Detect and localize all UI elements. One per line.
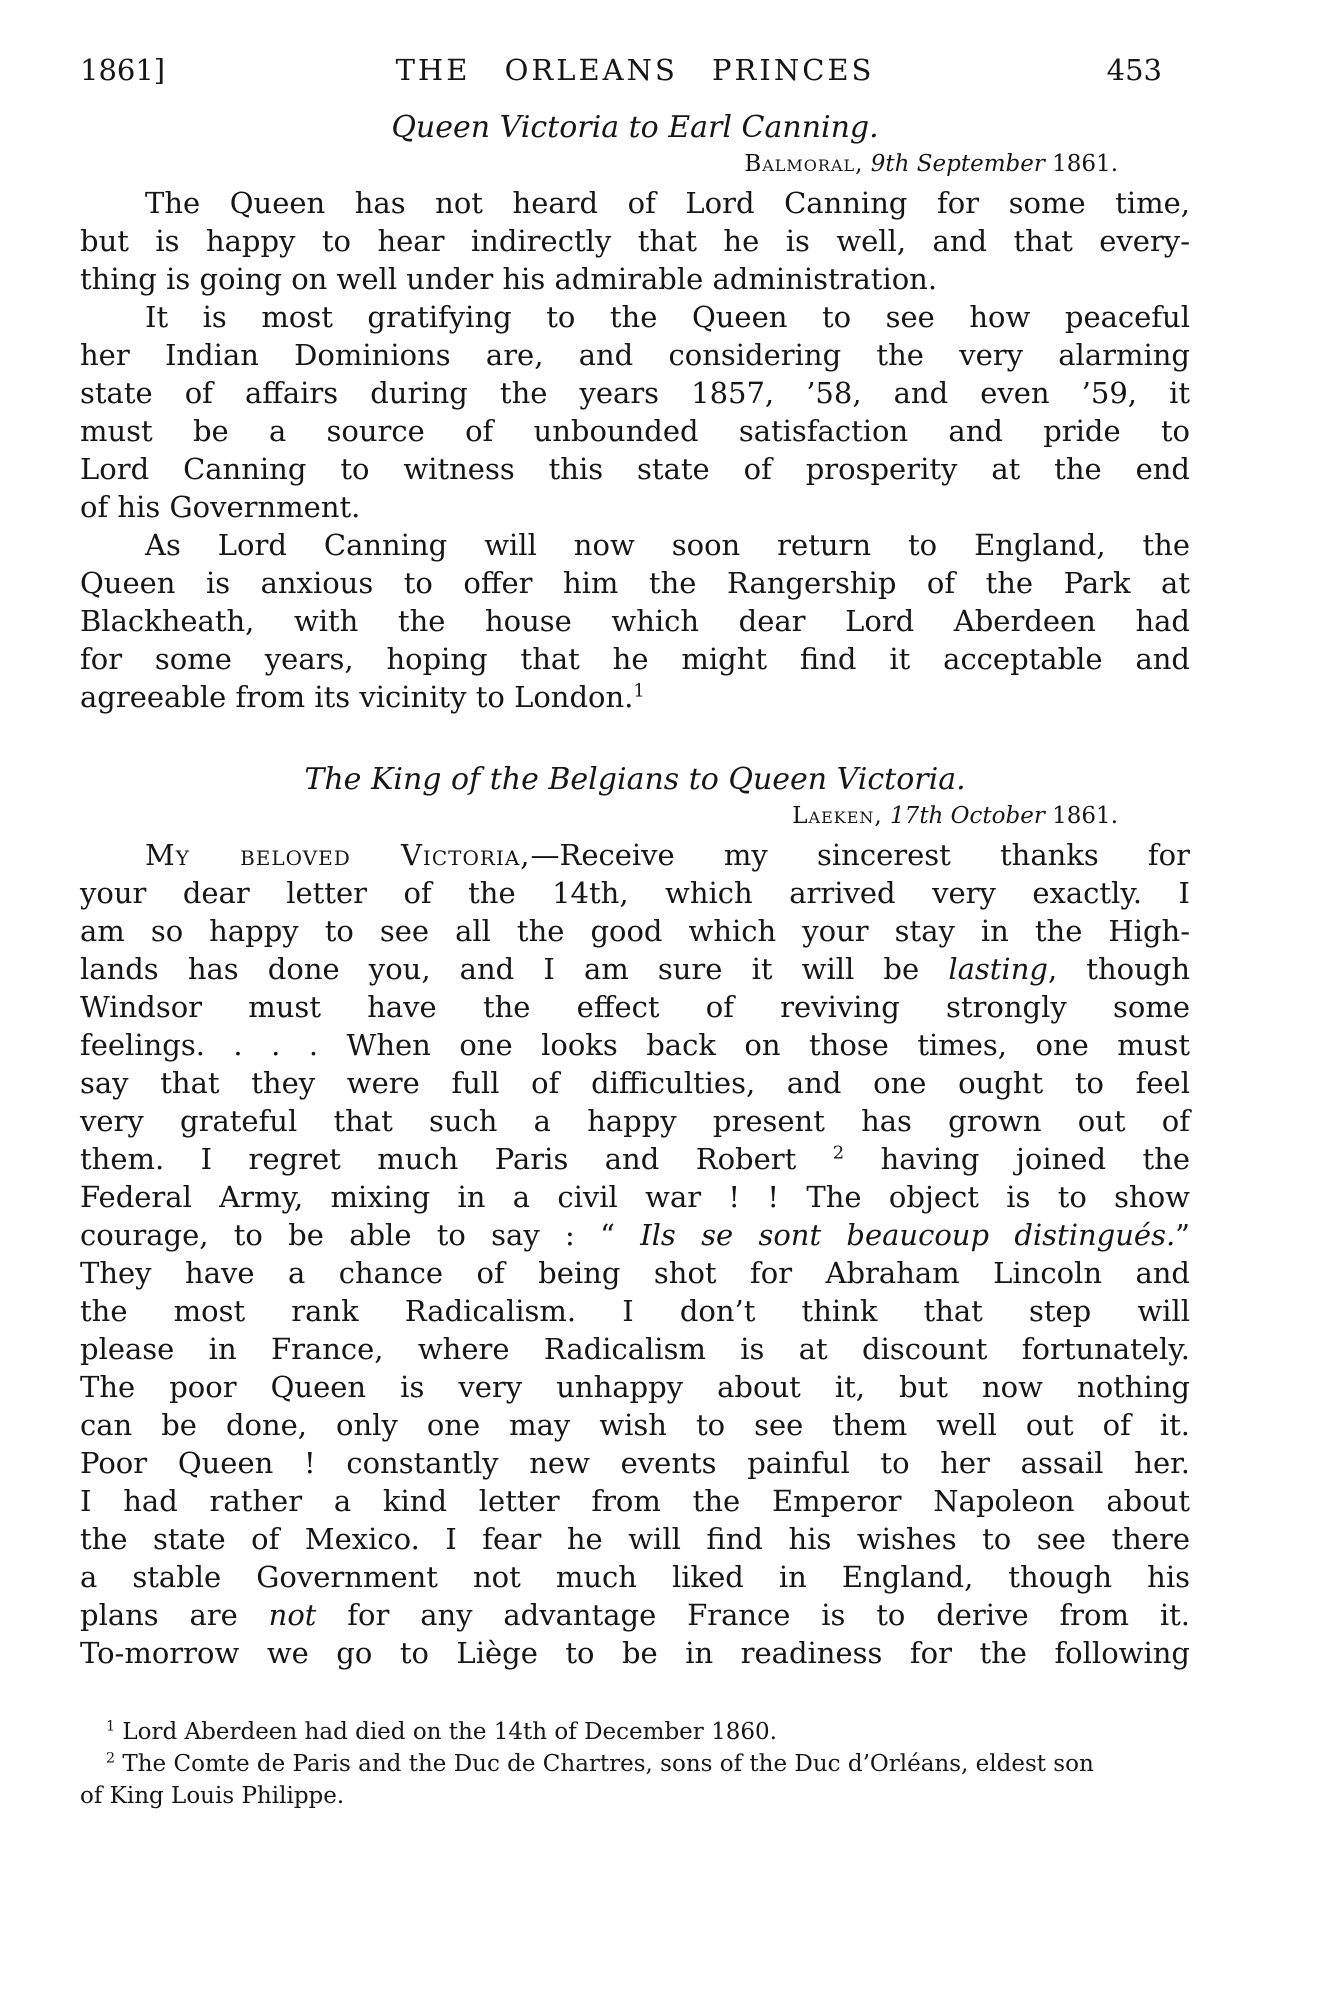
text-line <box>80 950 1190 988</box>
text-segment: plans are <box>80 1598 269 1632</box>
text-segment: of his Government. <box>80 490 361 524</box>
text-line <box>80 1026 1190 1064</box>
text-segment: lasting <box>948 952 1048 986</box>
footnote <box>80 1716 1190 1748</box>
text-segment: the state of Mexico. I fear he will find his wishes to see there <box>80 1522 1190 1556</box>
text-segment: They have a chance of being shot for Abraham Lincoln and <box>80 1256 1190 1290</box>
text-segment: Balmoral, <box>744 151 864 177</box>
header-running-title: THE ORLEANS PRINCES <box>395 53 875 87</box>
text-segment: ” <box>1175 1218 1190 1252</box>
text-line <box>80 526 1190 564</box>
text-segment: The Comte de Paris and the Duc de Chartres, sons of the Duc d’Orléans, eldest son <box>115 1751 1094 1777</box>
text-segment: her Indian Dominions are, and considering the very alarming <box>80 338 1190 372</box>
text-segment: Queen Victoria to Earl Canning. <box>391 110 879 145</box>
superscript-marker: 1 <box>106 1718 116 1735</box>
text-line <box>80 1596 1190 1634</box>
text-segment: having joined the <box>844 1142 1190 1176</box>
text-segment: thing is going on well under his admirable administration. <box>80 262 938 296</box>
text-segment: a stable Government not much liked in England, though his <box>80 1560 1190 1594</box>
letters-container <box>80 110 1190 1672</box>
text-segment: 1861. <box>1044 803 1118 829</box>
text-segment: please in France, where Radicalism is at discount fortunately. <box>80 1332 1190 1366</box>
text-segment: state of affairs during the years 1857, ’58, and even ’59, it <box>80 376 1190 410</box>
header-year-marker: 1861] <box>80 53 166 87</box>
text-segment: 1861. <box>1044 151 1118 177</box>
text-segment: Ils se sont beaucoup distingués. <box>640 1218 1176 1252</box>
text-line <box>80 1064 1190 1102</box>
text-line <box>80 602 1190 640</box>
text-line <box>80 1520 1190 1558</box>
text-segment: say that they were full of difficulties, and one ought to feel <box>80 1066 1190 1100</box>
text-segment <box>883 803 890 829</box>
footnote-line <box>80 1780 1190 1812</box>
text-line <box>80 1292 1190 1330</box>
text-segment: The Queen has not heard of Lord Canning for some time, <box>145 186 1190 220</box>
paragraph <box>80 298 1190 526</box>
text-segment: It is most gratifying to the Queen to see how peaceful <box>145 300 1190 334</box>
text-line <box>80 1444 1190 1482</box>
text-segment: Blackheath, with the house which dear Lord Aberdeen had <box>80 604 1190 638</box>
text-segment: can be done, only one may wish to see them well out of it. <box>80 1408 1190 1442</box>
text-line <box>80 1368 1190 1406</box>
text-segment: Laeken, <box>792 803 883 829</box>
text-line <box>80 1140 1190 1178</box>
text-segment: 17th October <box>890 803 1045 829</box>
text-segment: , though <box>1047 952 1191 986</box>
text-line <box>80 336 1190 374</box>
page-body <box>80 110 1190 1812</box>
text-line <box>80 222 1190 260</box>
text-line <box>80 1254 1190 1292</box>
text-line <box>80 184 1190 222</box>
text-segment: must be a source of unbounded satisfaction and pride to <box>80 414 1190 448</box>
running-header <box>80 52 1190 88</box>
text-segment: The King of the Belgians to Queen Victoria. <box>304 762 966 797</box>
superscript-marker: 2 <box>106 1750 116 1767</box>
text-segment: the most rank Radicalism. I don’t think that step will <box>80 1294 1190 1328</box>
text-segment: feelings. . . . When one looks back on those times, one must <box>80 1028 1190 1062</box>
text-line <box>80 640 1190 678</box>
text-segment: Queen is anxious to offer him the Rangership of the Park at <box>80 566 1190 600</box>
text-segment: your dear letter of the 14th, which arrived very exactly. I <box>80 876 1190 910</box>
superscript-marker: 1 <box>633 680 645 702</box>
paragraph <box>80 184 1190 298</box>
text-line <box>80 298 1190 336</box>
text-segment: To-morrow we go to Liège to be in readiness for the following <box>80 1636 1190 1670</box>
text-line <box>80 836 1190 874</box>
footnotes <box>80 1716 1190 1812</box>
letter <box>80 110 1190 716</box>
letter <box>80 762 1190 1672</box>
text-line <box>80 678 1190 716</box>
text-segment: As Lord Canning will now soon return to England, the <box>145 528 1190 562</box>
text-line <box>80 912 1190 950</box>
text-segment: Federal Army, mixing in a civil war ! ! The object is to show <box>80 1180 1190 1214</box>
text-line <box>80 874 1190 912</box>
text-segment: very grateful that such a happy present has grown out of <box>80 1104 1190 1138</box>
text-segment: am so happy to see all the good which your stay in the High- <box>80 914 1190 948</box>
footnote-line <box>80 1716 1190 1748</box>
text-segment: 9th September <box>870 151 1045 177</box>
paragraph <box>80 836 1190 1672</box>
text-line <box>80 1102 1190 1140</box>
text-segment: I had rather a kind letter from the Emperor Napoleon about <box>80 1484 1190 1518</box>
superscript-marker: 2 <box>832 1142 845 1164</box>
text-line <box>80 374 1190 412</box>
paragraph <box>80 526 1190 716</box>
letter-heading <box>80 762 1190 798</box>
text-line <box>80 564 1190 602</box>
text-segment: them. I regret much Paris and Robert <box>80 1142 833 1176</box>
text-segment: Lord Canning to witness this state of prosperity at the end <box>80 452 1190 486</box>
text-segment: My beloved Victoria, <box>145 838 531 872</box>
header-page-number: 453 <box>1106 53 1162 87</box>
text-segment: Lord Aberdeen had died on the 14th of December 1860. <box>115 1719 777 1745</box>
text-segment: not <box>268 1598 317 1632</box>
dateline <box>80 150 1190 178</box>
text-segment: Windsor must have the effect of reviving strongly some <box>80 990 1190 1024</box>
footnote-line <box>80 1748 1190 1780</box>
text-segment: —Receive my sincerest thanks for <box>530 838 1190 872</box>
text-line <box>80 988 1190 1026</box>
text-segment: courage, to be able to say : “ <box>80 1218 641 1252</box>
text-line <box>80 1406 1190 1444</box>
text-segment: Poor Queen ! constantly new events painful to her assail her. <box>80 1446 1190 1480</box>
text-line <box>80 1558 1190 1596</box>
text-segment: The poor Queen is very unhappy about it, but now nothing <box>80 1370 1190 1404</box>
text-line <box>80 450 1190 488</box>
text-segment: for some years, hoping that he might find it acceptable and <box>80 642 1190 676</box>
text-line <box>80 1216 1190 1254</box>
text-line <box>80 1178 1190 1216</box>
text-line <box>80 412 1190 450</box>
text-line <box>80 1634 1190 1672</box>
letter-heading <box>80 110 1190 146</box>
text-segment: agreeable from its vicinity to London. <box>80 680 634 714</box>
text-segment: for any advantage France is to derive from it. <box>316 1598 1190 1632</box>
text-segment: lands has done you, and I am sure it will be <box>80 952 949 986</box>
text-segment <box>863 151 870 177</box>
text-line <box>80 260 1190 298</box>
text-line <box>80 488 1190 526</box>
footnote <box>80 1748 1190 1812</box>
text-line <box>80 1330 1190 1368</box>
text-segment: but is happy to hear indirectly that he is well, and that every- <box>80 224 1190 258</box>
dateline <box>80 802 1190 830</box>
text-segment: of King Louis Philippe. <box>80 1783 345 1809</box>
text-line <box>80 1482 1190 1520</box>
